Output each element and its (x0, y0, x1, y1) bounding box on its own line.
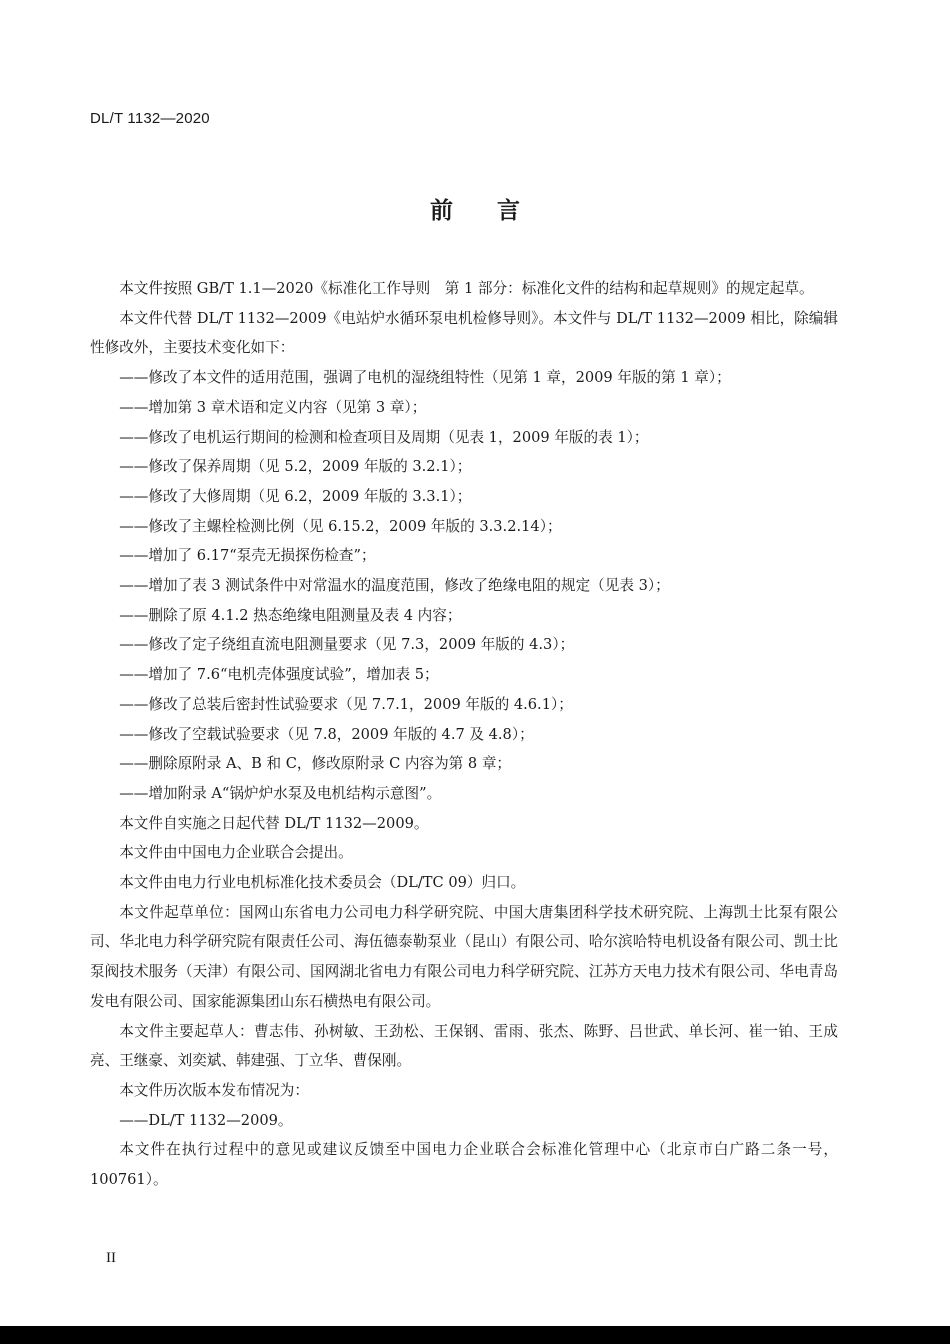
paragraph-version-history: 本文件历次版本发布情况为： (119, 1081, 309, 1099)
change-item: ——修改了定子绕组直流电阻测量要求（见 7.3，2009 年版的 4.3）； (119, 636, 575, 654)
paragraph-replacement: 本文件代替 DL/T 1132—2009《电站炉水循环泵电机检修导则》。本文件与 DL/T 1132—2009 相比，除编辑性修改外，主要技术变化如下： (90, 309, 838, 357)
technical-changes-list (90, 363, 838, 809)
paragraph-proposed-by: 本文件由中国电力企业联合会提出。 (119, 844, 353, 862)
change-item: ——删除了原 4.1.2 热态绝缘电阻测量及表 4 内容； (119, 606, 462, 624)
change-item: ——增加了表 3 测试条件中对常温水的温度范围，修改了绝缘电阻的规定（见表 3）； (119, 577, 670, 595)
document-code: DL/T 1132—2020 (90, 110, 210, 127)
change-item: ——修改了电机运行期间的检测和检查项目及周期（见表 1，2009 年版的表 1）； (119, 428, 649, 446)
foreword-body (90, 274, 838, 1195)
change-item: ——增加第 3 章术语和定义内容（见第 3 章）； (119, 398, 427, 416)
change-item: ——增加了 6.17“泵壳无损探伤检查”； (119, 547, 376, 565)
change-item: ——修改了大修周期（见 6.2，2009 年版的 3.3.1）； (119, 487, 472, 505)
paragraph-drafters: 本文件主要起草人：曹志伟、孙树敏、王劲松、王保钢、雷雨、张杰、陈野、吕世武、单长河、崔一铂、王成亮、王继豪、刘奕斌、韩建强、丁立华、曹保刚。 (90, 1022, 838, 1070)
history-item: ——DL/T 1132—2009。 (119, 1111, 293, 1129)
paragraph-under-jurisdiction: 本文件由电力行业电机标准化技术委员会（DL/TC 09）归口。 (119, 874, 526, 892)
change-item: ——删除原附录 A、B 和 C，修改原附录 C 内容为第 8 章； (119, 755, 512, 773)
change-item: ——修改了本文件的适用范围，强调了电机的湿绕组特性（见第 1 章，2009 年版的第 1 章）； (119, 369, 731, 387)
change-item: ——修改了空载试验要求（见 7.8，2009 年版的 4.7 及 4.8）； (119, 725, 534, 743)
footer-bar (0, 1326, 950, 1344)
page-number: II (106, 1250, 116, 1266)
paragraph-drafting-units: 本文件起草单位：国网山东省电力公司电力科学研究院、中国大唐集团科学技术研究院、上海凯士比泵有限公司、华北电力科学研究院有限责任公司、海伍德泰勒泵业（昆山）有限公司、哈尔滨哈特电机设备有限公司、凯士比泵阀技术服务（天津）有限公司、国网湖北省电力有限公司电力科学研究院、江苏方天电力技术有限公司、华电青岛发电有限公司、国家能源集团山东石横热电有限公司。 (90, 903, 838, 1010)
paragraph-supersedes: 本文件自实施之日起代替 DL/T 1132—2009。 (119, 814, 429, 832)
change-item: ——增加了 7.6“电机壳体强度试验”，增加表 5； (119, 666, 439, 684)
paragraph-feedback: 本文件在执行过程中的意见或建议反馈至中国电力企业联合会标准化管理中心（北京市白广路二条一号，100761）。 (90, 1141, 838, 1189)
change-item: ——修改了主螺栓检测比例（见 6.15.2，2009 年版的 3.3.2.14）； (119, 517, 562, 535)
change-item: ——增加附录 A“锅炉炉水泵及电机结构示意图”。 (119, 784, 442, 802)
change-item: ——修改了保养周期（见 5.2，2009 年版的 3.2.1）； (119, 458, 472, 476)
change-item: ——修改了总装后密封性试验要求（见 7.7.1，2009 年版的 4.6.1）； (119, 695, 573, 713)
paragraph-drafting-rules: 本文件按照 GB/T 1.1—2020《标准化工作导则 第 1 部分：标准化文件的结构和起草规则》的规定起草。 (119, 280, 814, 297)
page-title: 前言 (430, 198, 564, 224)
